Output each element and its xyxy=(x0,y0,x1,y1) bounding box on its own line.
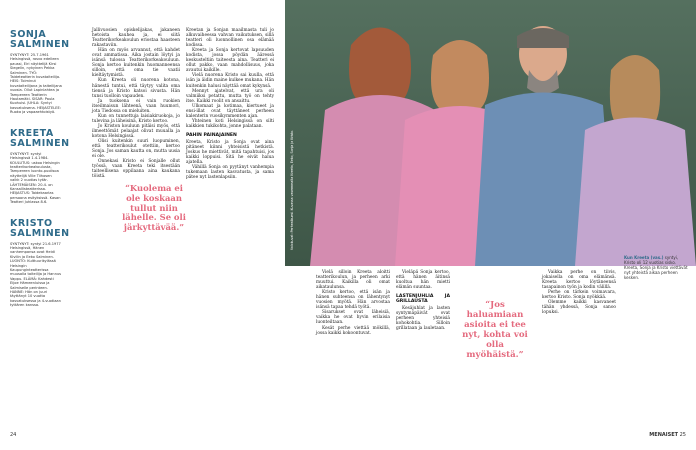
photo-note-lead: Kun Kreeta (vas.) xyxy=(624,255,664,260)
paragraph: Hän on myös arvannut, että kahdet ovat ammatissa. Aika jostain löytyi ja isänsä tulossa Teatterikorkeakouluun. Sonja kertoo kuitenkin huomanneensa silloin, että oma tie vaatii kieltäytymistä. xyxy=(92,48,180,79)
photo-credit: Valokuvat: Perhealbumi. Kuvassa vasemmalta Kreeta, Eeko, Sonja ja Kristo. xyxy=(290,129,294,250)
page-footer-right xyxy=(649,432,686,438)
paragraph: Olisi kuitenkin suuri luopuminen, että teatterikoulut otettiin, kertoo Sonja. Jos saman kautta on, mutta uusia ei ole. xyxy=(92,139,180,160)
paragraph: Ulkomaat ja kotimaa, kiertueet ja ensi-illat ovat täyttäneet perheen kalenterin vuosikymmenten ajan. xyxy=(186,103,274,119)
paragraph: Vaikka perhe on tiivis, jokaisella on oma elämänsä. Kreeta kertoo löytäneensä tasapainon työn ja kodin välillä. xyxy=(542,270,616,291)
paragraph: Sisarukset ovat läheisiä, vaikka he ovat hyvin erilaisia luonteiltaan. xyxy=(316,310,390,326)
profile-name: KREETA SALMINEN xyxy=(10,127,70,149)
paragraph: Kun on tunnettuja laisiakiruokoja, jo tulevina ja läheisinä, Kristo kertoo. xyxy=(92,113,180,124)
profile-sidebar xyxy=(10,29,70,425)
page-number-right: 25 xyxy=(679,432,686,438)
profile-kristo xyxy=(10,217,70,308)
photo-note xyxy=(624,255,690,280)
article-column-4 xyxy=(396,270,450,430)
paragraph: Olemme kaikki kasvaneet tähän yhdessä, Sonja sanoo lopuksi. xyxy=(542,300,616,316)
paragraph: Jallivuosien opiskelijakas, jakaneen hetoista kauhea ja, ei siitä Teatterikorkeakoulun eriostaa haasteen rakastaviin. xyxy=(92,28,180,49)
page-number-left: 24 xyxy=(10,432,17,438)
profile-kreeta xyxy=(10,127,70,205)
photo-note-text: syntyi, Kristo oli 12 vuotias sisko. Kreeta, Sonja ja Kristo viettävät nyt yhteistä aikaa perheen kesken. xyxy=(624,255,688,280)
pull-quote-text: “Kuolema ei ole koskaan tullut niin lähelle. Se oli järkyttävää.” xyxy=(122,183,186,233)
profile-bio: SYNTYNYT: syntyi Helsingissä 1.4.1984. KOULUTUS: uskoo Helsingin teatterikorkeakoulusta, Tampereen luonto-puolisoa näyttelijä Ville Tiihosen vaikk 2 vuotias tytär. LÄHTEMÄISEN: 20.4. on Kansallisteatterissa. HEIJASTUS: Taidekaarlas persoona esityksissä. Kasan Teatteri Juhlassa 8.6. xyxy=(10,151,61,205)
paragraph: Vielä nuorena Kristo sai kuulla, että isän ja äidin maine kulkee mukana. Hän kuitenkin halusi näyttää omat kykynsä. xyxy=(186,73,274,89)
article-column-3 xyxy=(316,270,390,430)
paragraph: Perhe on tärkein voimavara, kertoo Kristo. Sonja nyökkää. xyxy=(542,290,616,301)
paragraph: Vielä silloin Kreeta aloitti teatterikoulun, ja perheen arki muuttui. Kaikilla oli omat aikataulunsa. xyxy=(316,270,390,291)
article-column-2 xyxy=(186,28,274,413)
paragraph: Mennyt ajatelvat, että ura oli valmiiksi petattu, mutta työ on tehty itse. Kaikki roolit on ansaittu. xyxy=(186,88,274,104)
profile-name: KRISTO SALMINEN xyxy=(10,217,70,239)
pull-quote xyxy=(122,184,186,233)
profile-sonja xyxy=(10,29,70,115)
paragraph: Jo Kriston kouluun pitäisi myös, että ilmeettömät pelaajat olivat muualla ja kotona Helsingissä. xyxy=(92,123,180,139)
paragraph: Kesät perhe viettää mökillä, jossa kaikki kokoontuvat. xyxy=(316,325,390,336)
family-photo xyxy=(285,0,696,266)
family-photo-illustration xyxy=(285,0,696,266)
profile-bio: SYNTYNYT: 25.7.1961 Helsingissä, rosvo edelleen paussi, Eiri näyttelijä Kirsi Siegelin, nykyinen Pekka Salminen. TYÖ: Taideteatterin kuvataiteilija. HEIS: Toiminut kuvataiteilijana ja taiteilijana vuosia. Ollut Lapinlahtea ja Tampereen Teatterin Hautamäki. SISAR: Paula Kuohuisi. JUHLA: Syntyi kasvatuksena. HEIJASTELEE: Ruoka ja vapaaehtoistyö. xyxy=(10,53,62,115)
magazine-name: MENAISET xyxy=(649,432,679,438)
profile-bio: SYNTYNYT: syntyi 21.6.1977 Helsingissä, Hänen vanhempansa ovat Heidi Kivilin ja Eeko Salminen. LUONTO: Kulttuurikylässä Helsingin Kaupunginteatterissa muusalla taiteilija ja Hannus Vappu. ELÄMÄ: Kahdesti Eijoe Hämeenluissa ja Salmiselle perinteen. HANNE: Hän on juuri täyttänyt 10 vuotta kasvatuksessa ja 4-vuotiaan tyttären kanssa. xyxy=(10,241,61,308)
paragraph: Kreeta ja Sonja kertovat lapsuuden kodista, jossa pöydän ääressä keskusteltiin taiteesta aina. Teatteri ei ollut pakko, vaan mahdollisuus, joka avautui kaikille. xyxy=(186,48,274,74)
paragraph: Ja tuoksena ei vain ruokien itseilmaisun lähteenä, vaan huumori, jota Tiedossa on mieluiten. xyxy=(92,98,180,114)
paragraph: Vieläpä Sonja kertoo, että hänen äitinsä kuoltua hän mietti elämän suuntaa. xyxy=(396,270,450,291)
article-column-5 xyxy=(542,270,616,430)
paragraph: Onnekasi Kristo ei Sonjalle ollut työssä, vaan Kreeta teki itsestään taiteellisena oppilaana aina kaukana töistä. xyxy=(92,159,180,180)
paragraph: Kesäjuhlat ja lasten syntymäpäivät ovat perheen yhteisiä kohokohtia. Silloin grillataan ja lauletaan. xyxy=(396,306,450,332)
section-heading: LASTENJUHLIA JA GRILLAUSTA xyxy=(396,294,450,305)
paragraph: Yhteinen koti Helsingissä on silti kaikkien tukikohta, jonne palataan. xyxy=(186,118,274,129)
paragraph: Kun Kreeta oli nuorena kotona, hänestä tuntui, että täytyy valita oma tiensä ja Kristo katsoi sivusta. Hän tunsi tuolloin vapauden. xyxy=(92,78,180,99)
paragraph: Kreeta, Kristo ja Sonja ovat aina pitäneet kiinni yhteisistä hetkistä. Joskus he miettivät, mitä tapahtuisi, jos kaikki loppuisi. Sitä he eivät halua ajatella. xyxy=(186,139,274,166)
paragraph: Kristo kertoo, että isän ja hänen suhteensa on lähentynyt vuosien myötä. Hän arvostaa isänsä tapaa tehdä työtä. xyxy=(316,290,390,311)
profile-name: SONJA SALMINEN xyxy=(10,29,70,50)
pull-quote-text: “Jos haluamiaan asioita ei tee nyt, kohta voi olla myöhäistä.” xyxy=(462,300,528,360)
paragraph: Kreetan ja Sonjan maailmasta tuli jo alkuvaiheessa vahvan vaikutuksen, sillä teatteri oli luonnollinen osa elämää kodissa. xyxy=(186,28,274,49)
paragraph: Vähillä Sonja on pyytänyt vanhempia tukemaan lasten kasvatusta, ja sama pätee nyt lastenlapsiin. xyxy=(186,165,274,181)
section-heading: PAHIN PAINAJAINEN xyxy=(186,132,237,138)
pull-quote xyxy=(456,300,534,360)
